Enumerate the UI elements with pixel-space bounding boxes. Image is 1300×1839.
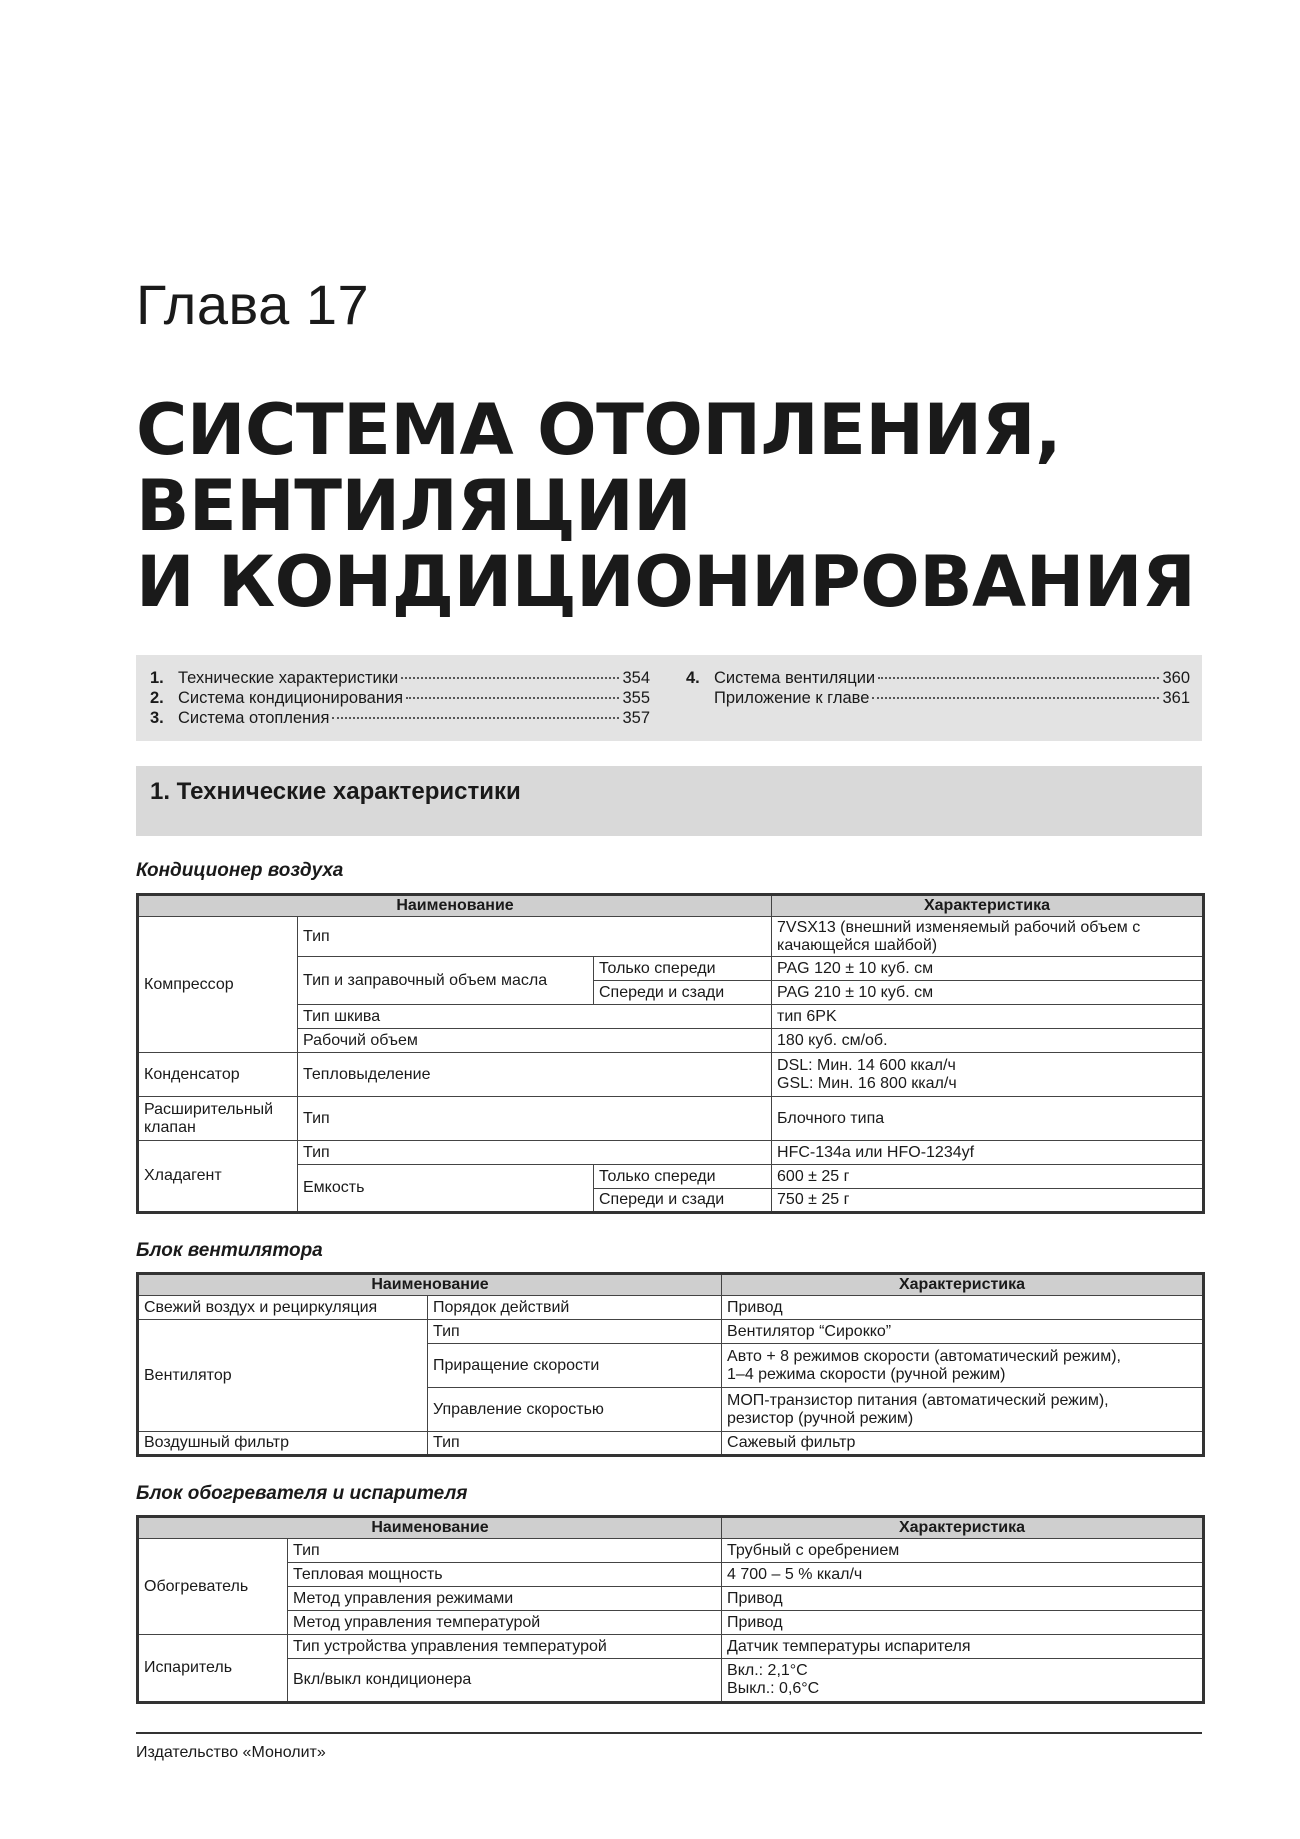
value-line: резистор (ручной режим) [727, 1409, 914, 1427]
table-row [138, 1053, 1204, 1097]
column-header: Характеристика [772, 895, 1204, 917]
param-label: Тип [298, 1141, 772, 1165]
table-header-row [138, 1274, 1204, 1296]
toc-item[interactable] [150, 689, 650, 708]
group-label: Хладагент [138, 1141, 298, 1213]
param-value: Трубный с оребрением [722, 1539, 1204, 1563]
value-line: 1–4 режима скорости (ручной режим) [727, 1365, 1006, 1383]
param-value: PAG 120 ± 10 куб. см [772, 957, 1204, 981]
toc-item[interactable] [686, 689, 1190, 708]
param-value: Вентилятор “Сирокко” [722, 1320, 1204, 1344]
toc-page: 360 [1162, 669, 1190, 687]
value-line: МОП-транзистор питания (автоматический режим), [727, 1391, 1109, 1409]
toc-leader [406, 697, 619, 699]
table-header-row [138, 1517, 1204, 1539]
param-label: Тип и заправочный объем масла [298, 957, 594, 1005]
toc-text: Система кондиционирования [178, 689, 404, 707]
param-value: Привод [722, 1296, 1204, 1320]
param-label: Тип [288, 1539, 722, 1563]
param-value: 750 ± 25 г [772, 1189, 1204, 1213]
param-label: Тип [298, 917, 772, 957]
param-value: 600 ± 25 г [772, 1165, 1204, 1189]
toc-page: 355 [622, 689, 650, 707]
heater-table [136, 1515, 1205, 1704]
toc-leader [401, 677, 619, 679]
param-value: 7VSX13 (внешний изменяемый рабочий объем с качающейся шайбой) [772, 917, 1204, 957]
table-row [138, 1029, 1204, 1053]
table-header-row [138, 895, 1204, 917]
fan-heading: Блок вентилятора [136, 1240, 323, 1261]
table-row [138, 1141, 1204, 1165]
param-label: Тип [428, 1432, 722, 1456]
param-label: Метод управления режимами [288, 1587, 722, 1611]
toc-item[interactable] [686, 669, 1190, 688]
section-header [136, 766, 1202, 836]
group-label: Воздушный фильтр [138, 1432, 428, 1456]
param-label: Тепловая мощность [288, 1563, 722, 1587]
param-value: Сажевый фильтр [722, 1432, 1204, 1456]
param-value: 180 куб. см/об. [772, 1029, 1204, 1053]
table-row [138, 1539, 1204, 1563]
table-row [138, 917, 1204, 957]
param-value: 4 700 – 5 % ккал/ч [722, 1563, 1204, 1587]
value-line: Выкл.: 0,6°C [727, 1680, 820, 1697]
param-label: Вкл/выкл кондиционера [288, 1659, 722, 1703]
param-value [722, 1388, 1204, 1432]
column-header: Наименование [138, 1517, 722, 1539]
param-value: Датчик температуры испарителя [722, 1635, 1204, 1659]
toc-number: 1. [150, 669, 164, 687]
toc-page: 361 [1162, 689, 1190, 707]
chapter-number: Глава 17 [136, 273, 370, 336]
toc-text: Система вентиляции [714, 669, 876, 687]
heater-heading: Блок обогревателя и испарителя [136, 1483, 468, 1504]
param-sublabel: Спереди и сзади [594, 981, 772, 1005]
section-title: 1. Технические характеристики [150, 778, 521, 805]
toc-text: Приложение к главе [714, 689, 870, 707]
toc-number: 3. [150, 709, 164, 727]
table-row [138, 1320, 1204, 1344]
param-label: Управление скоростью [428, 1388, 722, 1432]
value-line: DSL: Мин. 14 600 ккал/ч [777, 1056, 956, 1074]
group-label: Вентилятор [138, 1320, 428, 1432]
group-label: Компрессор [138, 917, 298, 1053]
group-label: Испаритель [138, 1635, 288, 1703]
table-row [138, 957, 1204, 981]
param-sublabel: Спереди и сзади [594, 1189, 772, 1213]
param-label: Рабочий объем [298, 1029, 772, 1053]
column-header: Характеристика [722, 1517, 1204, 1539]
param-value [772, 1053, 1204, 1097]
toc-leader [872, 697, 1159, 699]
param-sublabel: Только спереди [594, 1165, 772, 1189]
table-row [138, 1097, 1204, 1141]
column-header: Наименование [138, 895, 772, 917]
table-row [138, 1587, 1204, 1611]
table-row [138, 1165, 1204, 1189]
param-label: Порядок действий [428, 1296, 722, 1320]
table-row [138, 1563, 1204, 1587]
group-label: Расширительный клапан [138, 1097, 298, 1141]
table-row [138, 1005, 1204, 1029]
ac-table [136, 893, 1205, 1214]
table-row [138, 1432, 1204, 1456]
param-value: Привод [722, 1611, 1204, 1635]
publisher-footer: Издательство «Монолит» [136, 1744, 326, 1761]
column-header: Наименование [138, 1274, 722, 1296]
toc-item[interactable] [150, 709, 650, 728]
toc-number: 4. [686, 669, 700, 687]
param-label: Тип устройства управления температурой [288, 1635, 722, 1659]
table-row [138, 1635, 1204, 1659]
param-label: Тепловыделение [298, 1053, 772, 1097]
chapter-title [136, 389, 1196, 623]
param-label: Метод управления температурой [288, 1611, 722, 1635]
param-value: PAG 210 ± 10 куб. см [772, 981, 1204, 1005]
group-label: Обогреватель [138, 1539, 288, 1635]
param-value: Привод [722, 1587, 1204, 1611]
param-label: Тип шкива [298, 1005, 772, 1029]
toc-item[interactable] [150, 669, 650, 688]
column-header: Характеристика [722, 1274, 1204, 1296]
table-row [138, 1611, 1204, 1635]
param-label: Приращение скорости [428, 1344, 722, 1388]
ac-heading: Кондиционер воздуха [136, 860, 344, 881]
title-line: ВЕНТИЛЯЦИИ [136, 465, 692, 547]
param-sublabel: Только спереди [594, 957, 772, 981]
title-line: СИСТЕМА ОТОПЛЕНИЯ, [136, 389, 1062, 471]
value-line: Авто + 8 режимов скорости (автоматический режим), [727, 1347, 1121, 1365]
param-value [722, 1659, 1204, 1703]
fan-table [136, 1272, 1205, 1457]
table-of-contents [136, 655, 1202, 741]
toc-leader [878, 677, 1159, 679]
table-row [138, 1659, 1204, 1703]
title-line: И КОНДИЦИОНИРОВАНИЯ [136, 541, 1196, 623]
toc-leader [332, 717, 619, 719]
param-label: Тип [428, 1320, 722, 1344]
toc-page: 354 [622, 669, 650, 687]
param-label: Тип [298, 1097, 772, 1141]
group-label: Свежий воздух и рециркуляция [138, 1296, 428, 1320]
param-label: Емкость [298, 1165, 594, 1213]
toc-text: Технические характеристики [178, 669, 399, 687]
group-label: Конденсатор [138, 1053, 298, 1097]
param-value: HFC-134a или HFO-1234yf [772, 1141, 1204, 1165]
param-value: тип 6PK [772, 1005, 1204, 1029]
footer-divider [136, 1732, 1202, 1734]
table-row [138, 1296, 1204, 1320]
value-line: Вкл.: 2,1°C [727, 1662, 808, 1679]
param-value [722, 1344, 1204, 1388]
param-value: Блочного типа [772, 1097, 1204, 1141]
toc-page: 357 [622, 709, 650, 727]
toc-text: Система отопления [178, 709, 330, 727]
value-line: GSL: Мин. 16 800 ккал/ч [777, 1074, 957, 1092]
toc-number: 2. [150, 689, 164, 707]
